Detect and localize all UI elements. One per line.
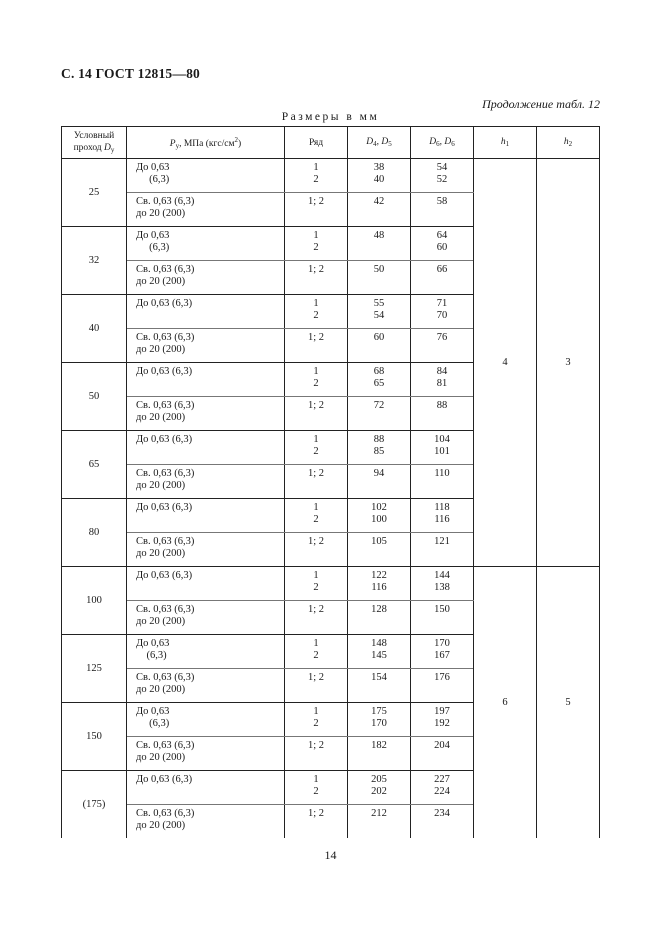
pressure-cell	[127, 601, 285, 635]
d4-d5-cell-text: 154	[371, 672, 387, 683]
d4-d5-cell	[348, 261, 411, 295]
d6-cell	[411, 261, 474, 295]
d6-cell	[411, 635, 474, 669]
document-title: С. 14 ГОСТ 12815—80	[61, 66, 200, 81]
d4-d5-cell	[348, 397, 411, 431]
row-number-cell-text: 1 2	[313, 366, 319, 389]
d6-cell-text: 58	[436, 196, 448, 207]
d6-cell	[411, 703, 474, 737]
d6-cell-text: 88	[436, 400, 448, 411]
nominal-bore-cell: 25	[62, 159, 127, 227]
row-number-cell	[285, 363, 348, 397]
row-number-cell	[285, 227, 348, 261]
row-number-cell-text: 1 2	[313, 434, 319, 457]
pressure-cell-text: До 0,63 (6,3)	[136, 162, 170, 185]
pressure-cell-text: Св. 0,63 (6,3) до 20 (200)	[136, 536, 195, 559]
col-header-h2: $h_2$	[537, 127, 600, 159]
col-header-pressure: $P_у$, МПа $(кгс/см^2)$	[127, 127, 285, 159]
d6-cell	[411, 397, 474, 431]
h1-value-cell: 6	[474, 567, 537, 839]
d6-cell-text: 121	[434, 536, 450, 547]
d6-cell	[411, 295, 474, 329]
d6-cell-text: 176	[434, 672, 450, 683]
d4-d5-cell-text: 175 170	[371, 706, 387, 729]
d4-d5-cell	[348, 227, 411, 261]
d6-cell	[411, 159, 474, 193]
pressure-cell-text: До 0,63 (6,3)	[136, 366, 193, 377]
pressure-cell-text: Св. 0,63 (6,3) до 20 (200)	[136, 400, 195, 423]
d4-d5-cell	[348, 295, 411, 329]
table-row	[62, 159, 600, 193]
row-number-cell-text: 1 2	[313, 162, 319, 185]
d6-cell-text: 54 52	[436, 162, 448, 185]
d4-d5-cell	[348, 669, 411, 703]
d6-cell-text: 204	[434, 740, 450, 751]
row-number-cell-text: 1 2	[313, 502, 319, 525]
row-number-cell-text: 1; 2	[307, 332, 325, 343]
dimensions-table-wrapper	[61, 126, 599, 838]
d4-d5-cell-text: 128	[371, 604, 387, 615]
d4-d5-cell-text: 38 40	[373, 162, 385, 185]
row-number-cell	[285, 329, 348, 363]
pressure-cell-text: До 0,63 (6,3)	[136, 706, 170, 729]
row-number-cell-text: 1; 2	[307, 400, 325, 411]
d4-d5-cell	[348, 567, 411, 601]
row-number-cell	[285, 193, 348, 227]
pressure-cell	[127, 533, 285, 567]
pressure-cell	[127, 465, 285, 499]
d4-d5-cell-text: 205 202	[371, 774, 387, 797]
table-body	[62, 159, 600, 839]
d4-d5-cell	[348, 159, 411, 193]
nominal-bore-cell: 32	[62, 227, 127, 295]
d4-d5-cell-text: 68 65	[373, 366, 385, 389]
d6-cell	[411, 465, 474, 499]
dimensions-table	[61, 126, 600, 838]
row-number-cell	[285, 295, 348, 329]
pressure-cell-text: До 0,63 (6,3)	[136, 774, 193, 785]
row-number-cell-text: 1; 2	[307, 672, 325, 683]
pressure-cell-text: Св. 0,63 (6,3) до 20 (200)	[136, 740, 195, 763]
d6-cell-text: 84 81	[436, 366, 448, 389]
d4-d5-cell	[348, 533, 411, 567]
d4-d5-cell	[348, 329, 411, 363]
row-number-cell-text: 1; 2	[307, 264, 325, 275]
nominal-bore-cell: (175)	[62, 771, 127, 839]
d6-cell-text: 104 101	[434, 434, 450, 457]
d4-d5-cell-text: 105	[371, 536, 387, 547]
nominal-bore-cell: 80	[62, 499, 127, 567]
pressure-cell	[127, 431, 285, 465]
pressure-cell-text: До 0,63 (6,3)	[136, 638, 170, 661]
table-continuation-label: Продолжение табл. 12	[482, 97, 600, 111]
d6-cell	[411, 669, 474, 703]
d4-d5-cell-text: 148 145	[371, 638, 387, 661]
d6-cell	[411, 499, 474, 533]
d4-d5-cell-text: 182	[371, 740, 387, 751]
row-number-cell-text: 1; 2	[307, 808, 325, 819]
d6-cell	[411, 363, 474, 397]
pressure-cell-text: До 0,63 (6,3)	[136, 570, 193, 581]
d6-cell-text: 76	[436, 332, 448, 343]
pressure-cell	[127, 499, 285, 533]
pressure-cell-text: Св. 0,63 (6,3) до 20 (200)	[136, 604, 195, 627]
pressure-cell-text: Св. 0,63 (6,3) до 20 (200)	[136, 468, 195, 491]
d6-cell	[411, 193, 474, 227]
d4-d5-cell	[348, 805, 411, 839]
d4-d5-cell	[348, 635, 411, 669]
d4-d5-cell	[348, 193, 411, 227]
pressure-cell	[127, 567, 285, 601]
col-header-nominal-bore: Условный проход $D_у$	[62, 127, 127, 159]
d4-d5-cell-text: 50	[373, 264, 385, 275]
pressure-cell	[127, 669, 285, 703]
d6-cell	[411, 329, 474, 363]
row-number-cell-text: 1; 2	[307, 740, 325, 751]
d4-d5-cell	[348, 465, 411, 499]
d4-d5-cell	[348, 703, 411, 737]
pressure-cell	[127, 295, 285, 329]
table-row	[62, 567, 600, 601]
d4-d5-cell-text: 212	[371, 808, 387, 819]
nominal-bore-cell: 125	[62, 635, 127, 703]
d4-d5-cell-text: 42	[373, 196, 385, 207]
row-number-cell-text: 1 2	[313, 774, 319, 797]
col-header-d6: $D_6$, $D_6$	[411, 127, 474, 159]
d6-cell-text: 234	[434, 808, 450, 819]
row-number-cell-text: 1; 2	[307, 196, 325, 207]
row-number-cell-text: 1; 2	[307, 468, 325, 479]
row-number-cell	[285, 601, 348, 635]
row-number-cell	[285, 635, 348, 669]
pressure-cell-text: Св. 0,63 (6,3) до 20 (200)	[136, 196, 195, 219]
d4-d5-cell-text: 55 54	[373, 298, 385, 321]
d4-d5-cell-text: 94	[373, 468, 385, 479]
h1-value-cell: 4	[474, 159, 537, 567]
d4-d5-cell-text: 48	[373, 230, 385, 241]
d4-d5-cell	[348, 363, 411, 397]
d6-cell	[411, 805, 474, 839]
row-number-cell-text: 1; 2	[307, 604, 325, 615]
d6-cell	[411, 431, 474, 465]
h2-value-cell: 5	[537, 567, 600, 839]
pressure-cell	[127, 771, 285, 805]
pressure-cell-text: Св. 0,63 (6,3) до 20 (200)	[136, 672, 195, 695]
pressure-cell	[127, 329, 285, 363]
row-number-cell-text: 1 2	[313, 230, 319, 253]
pressure-cell	[127, 363, 285, 397]
d6-cell	[411, 601, 474, 635]
pressure-cell	[127, 159, 285, 193]
d4-d5-cell-text: 122 116	[371, 570, 387, 593]
d6-cell-text: 118 116	[434, 502, 450, 525]
row-number-cell	[285, 771, 348, 805]
col-header-row: Ряд	[285, 127, 348, 159]
col-header-h1: $h_1$	[474, 127, 537, 159]
d6-cell-text: 64 60	[436, 230, 448, 253]
pressure-cell	[127, 805, 285, 839]
pressure-cell	[127, 737, 285, 771]
row-number-cell	[285, 703, 348, 737]
col-header-d4-d5: $D_4$, $D_5$	[348, 127, 411, 159]
d4-d5-cell-text: 72	[373, 400, 385, 411]
row-number-cell	[285, 499, 348, 533]
row-number-cell	[285, 465, 348, 499]
pressure-cell	[127, 227, 285, 261]
row-number-cell-text: 1 2	[313, 570, 319, 593]
page-number: 14	[324, 848, 337, 862]
d4-d5-cell	[348, 771, 411, 805]
row-number-cell	[285, 159, 348, 193]
d6-cell-text: 66	[436, 264, 448, 275]
d6-cell	[411, 567, 474, 601]
row-number-cell	[285, 397, 348, 431]
row-number-cell	[285, 737, 348, 771]
pressure-cell	[127, 635, 285, 669]
d4-d5-cell-text: 88 85	[373, 434, 385, 457]
nominal-bore-cell: 40	[62, 295, 127, 363]
pressure-cell-text: Св. 0,63 (6,3) до 20 (200)	[136, 332, 195, 355]
row-number-cell	[285, 261, 348, 295]
d6-cell-text: 227 224	[434, 774, 450, 797]
d6-cell-text: 144 138	[434, 570, 450, 593]
d6-cell-text: 170 167	[434, 638, 450, 661]
d4-d5-cell	[348, 601, 411, 635]
row-number-cell-text: 1 2	[313, 638, 319, 661]
row-number-cell	[285, 431, 348, 465]
row-number-cell-text: 1; 2	[307, 536, 325, 547]
nominal-bore-cell: 100	[62, 567, 127, 635]
pressure-cell-text: Св. 0,63 (6,3) до 20 (200)	[136, 264, 195, 287]
d6-cell	[411, 737, 474, 771]
dimensions-caption: Размеры в мм	[281, 111, 380, 123]
row-number-cell-text: 1 2	[313, 706, 319, 729]
row-number-cell	[285, 567, 348, 601]
d6-cell-text: 197 192	[434, 706, 450, 729]
pressure-cell-text: До 0,63 (6,3)	[136, 230, 170, 253]
d6-cell	[411, 227, 474, 261]
d6-cell-text: 150	[434, 604, 450, 615]
row-number-cell	[285, 805, 348, 839]
d4-d5-cell	[348, 431, 411, 465]
d6-cell-text: 110	[434, 468, 450, 479]
row-number-cell-text: 1 2	[313, 298, 319, 321]
d6-cell	[411, 533, 474, 567]
row-number-cell	[285, 669, 348, 703]
nominal-bore-cell: 50	[62, 363, 127, 431]
d4-d5-cell	[348, 737, 411, 771]
pressure-cell	[127, 193, 285, 227]
pressure-cell	[127, 397, 285, 431]
nominal-bore-cell: 150	[62, 703, 127, 771]
d6-cell-text: 71 70	[436, 298, 448, 321]
pressure-cell	[127, 703, 285, 737]
pressure-cell-text: Св. 0,63 (6,3) до 20 (200)	[136, 808, 195, 831]
d6-cell	[411, 771, 474, 805]
d4-d5-cell-text: 60	[373, 332, 385, 343]
d4-d5-cell	[348, 499, 411, 533]
d4-d5-cell-text: 102 100	[371, 502, 387, 525]
pressure-cell-text: До 0,63 (6,3)	[136, 502, 193, 513]
row-number-cell	[285, 533, 348, 567]
pressure-cell-text: До 0,63 (6,3)	[136, 434, 193, 445]
h2-value-cell: 3	[537, 159, 600, 567]
pressure-cell	[127, 261, 285, 295]
pressure-cell-text: До 0,63 (6,3)	[136, 298, 193, 309]
nominal-bore-cell: 65	[62, 431, 127, 499]
table-header-row	[62, 127, 600, 159]
